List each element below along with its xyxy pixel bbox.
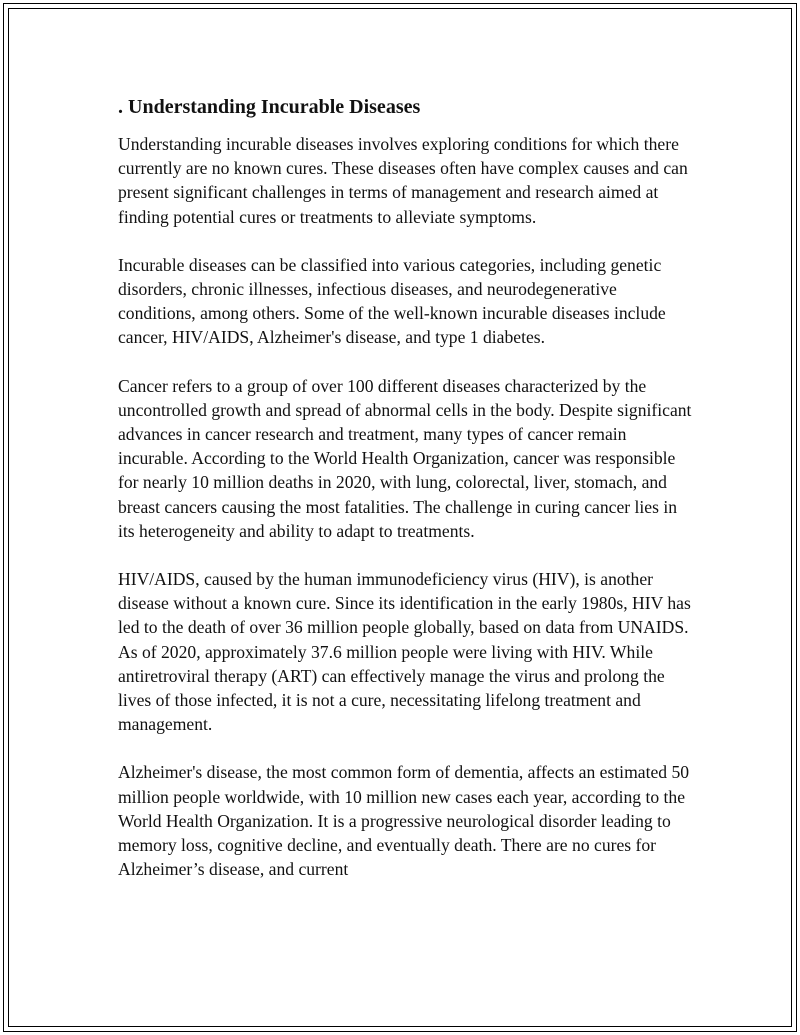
section-heading: . Understanding Incurable Diseases bbox=[118, 96, 421, 118]
paragraph-alzheimers: Alzheimer's disease, the most common form of dementia, affects an estimated 50 million people worldwide, with 10 million new cases each year, according to the World Health Organization. It is a progressive neurological disorder leading to memory loss, cognitive decline, and eventually death. There are no cures for Alzheimer’s disease, and current bbox=[118, 762, 690, 880]
paragraph-cancer: Cancer refers to a group of over 100 different diseases characterized by the uncontrolled growth and spread of abnormal cells in the body. Despite significant advances in cancer research and treatment, many types of cancer remain incurable. According to the World Health Organization, cancer was responsible for nearly 10 million deaths in 2020, with lung, colorectal, liver, stomach, and breast cancers causing the most fatalities. The challenge in curing cancer lies in its heterogeneity and ability to adapt to treatments. bbox=[118, 375, 692, 541]
document-body bbox=[118, 94, 693, 905]
paragraph-categories: Incurable diseases can be classified into various categories, including genetic disorders, chronic illnesses, infectious diseases, and neurodegenerative conditions, among others. Some of the well-known incurable diseases include cancer, HIV/AIDS, Alzheimer's disease, and type 1 diabetes. bbox=[118, 254, 666, 348]
paragraph-hiv-aids: HIV/AIDS, caused by the human immunodeficiency virus (HIV), is another disease without a known cure. Since its identification in the early 1980s, HIV has led to the death of over 36 million people globally, based on data from UNAIDS. As of 2020, approximately 37.6 million people were living with HIV. While antiretroviral therapy (ART) can effectively manage the virus and prolong the lives of those infected, it is not a cure, necessitating lifelong treatment and management. bbox=[118, 569, 691, 735]
paragraph-intro: Understanding incurable diseases involves exploring conditions for which there currently are no known cures. These diseases often have complex causes and can present significant challenges in terms of management and research aimed at finding potential cures or treatments to alleviate symptoms. bbox=[118, 134, 688, 227]
